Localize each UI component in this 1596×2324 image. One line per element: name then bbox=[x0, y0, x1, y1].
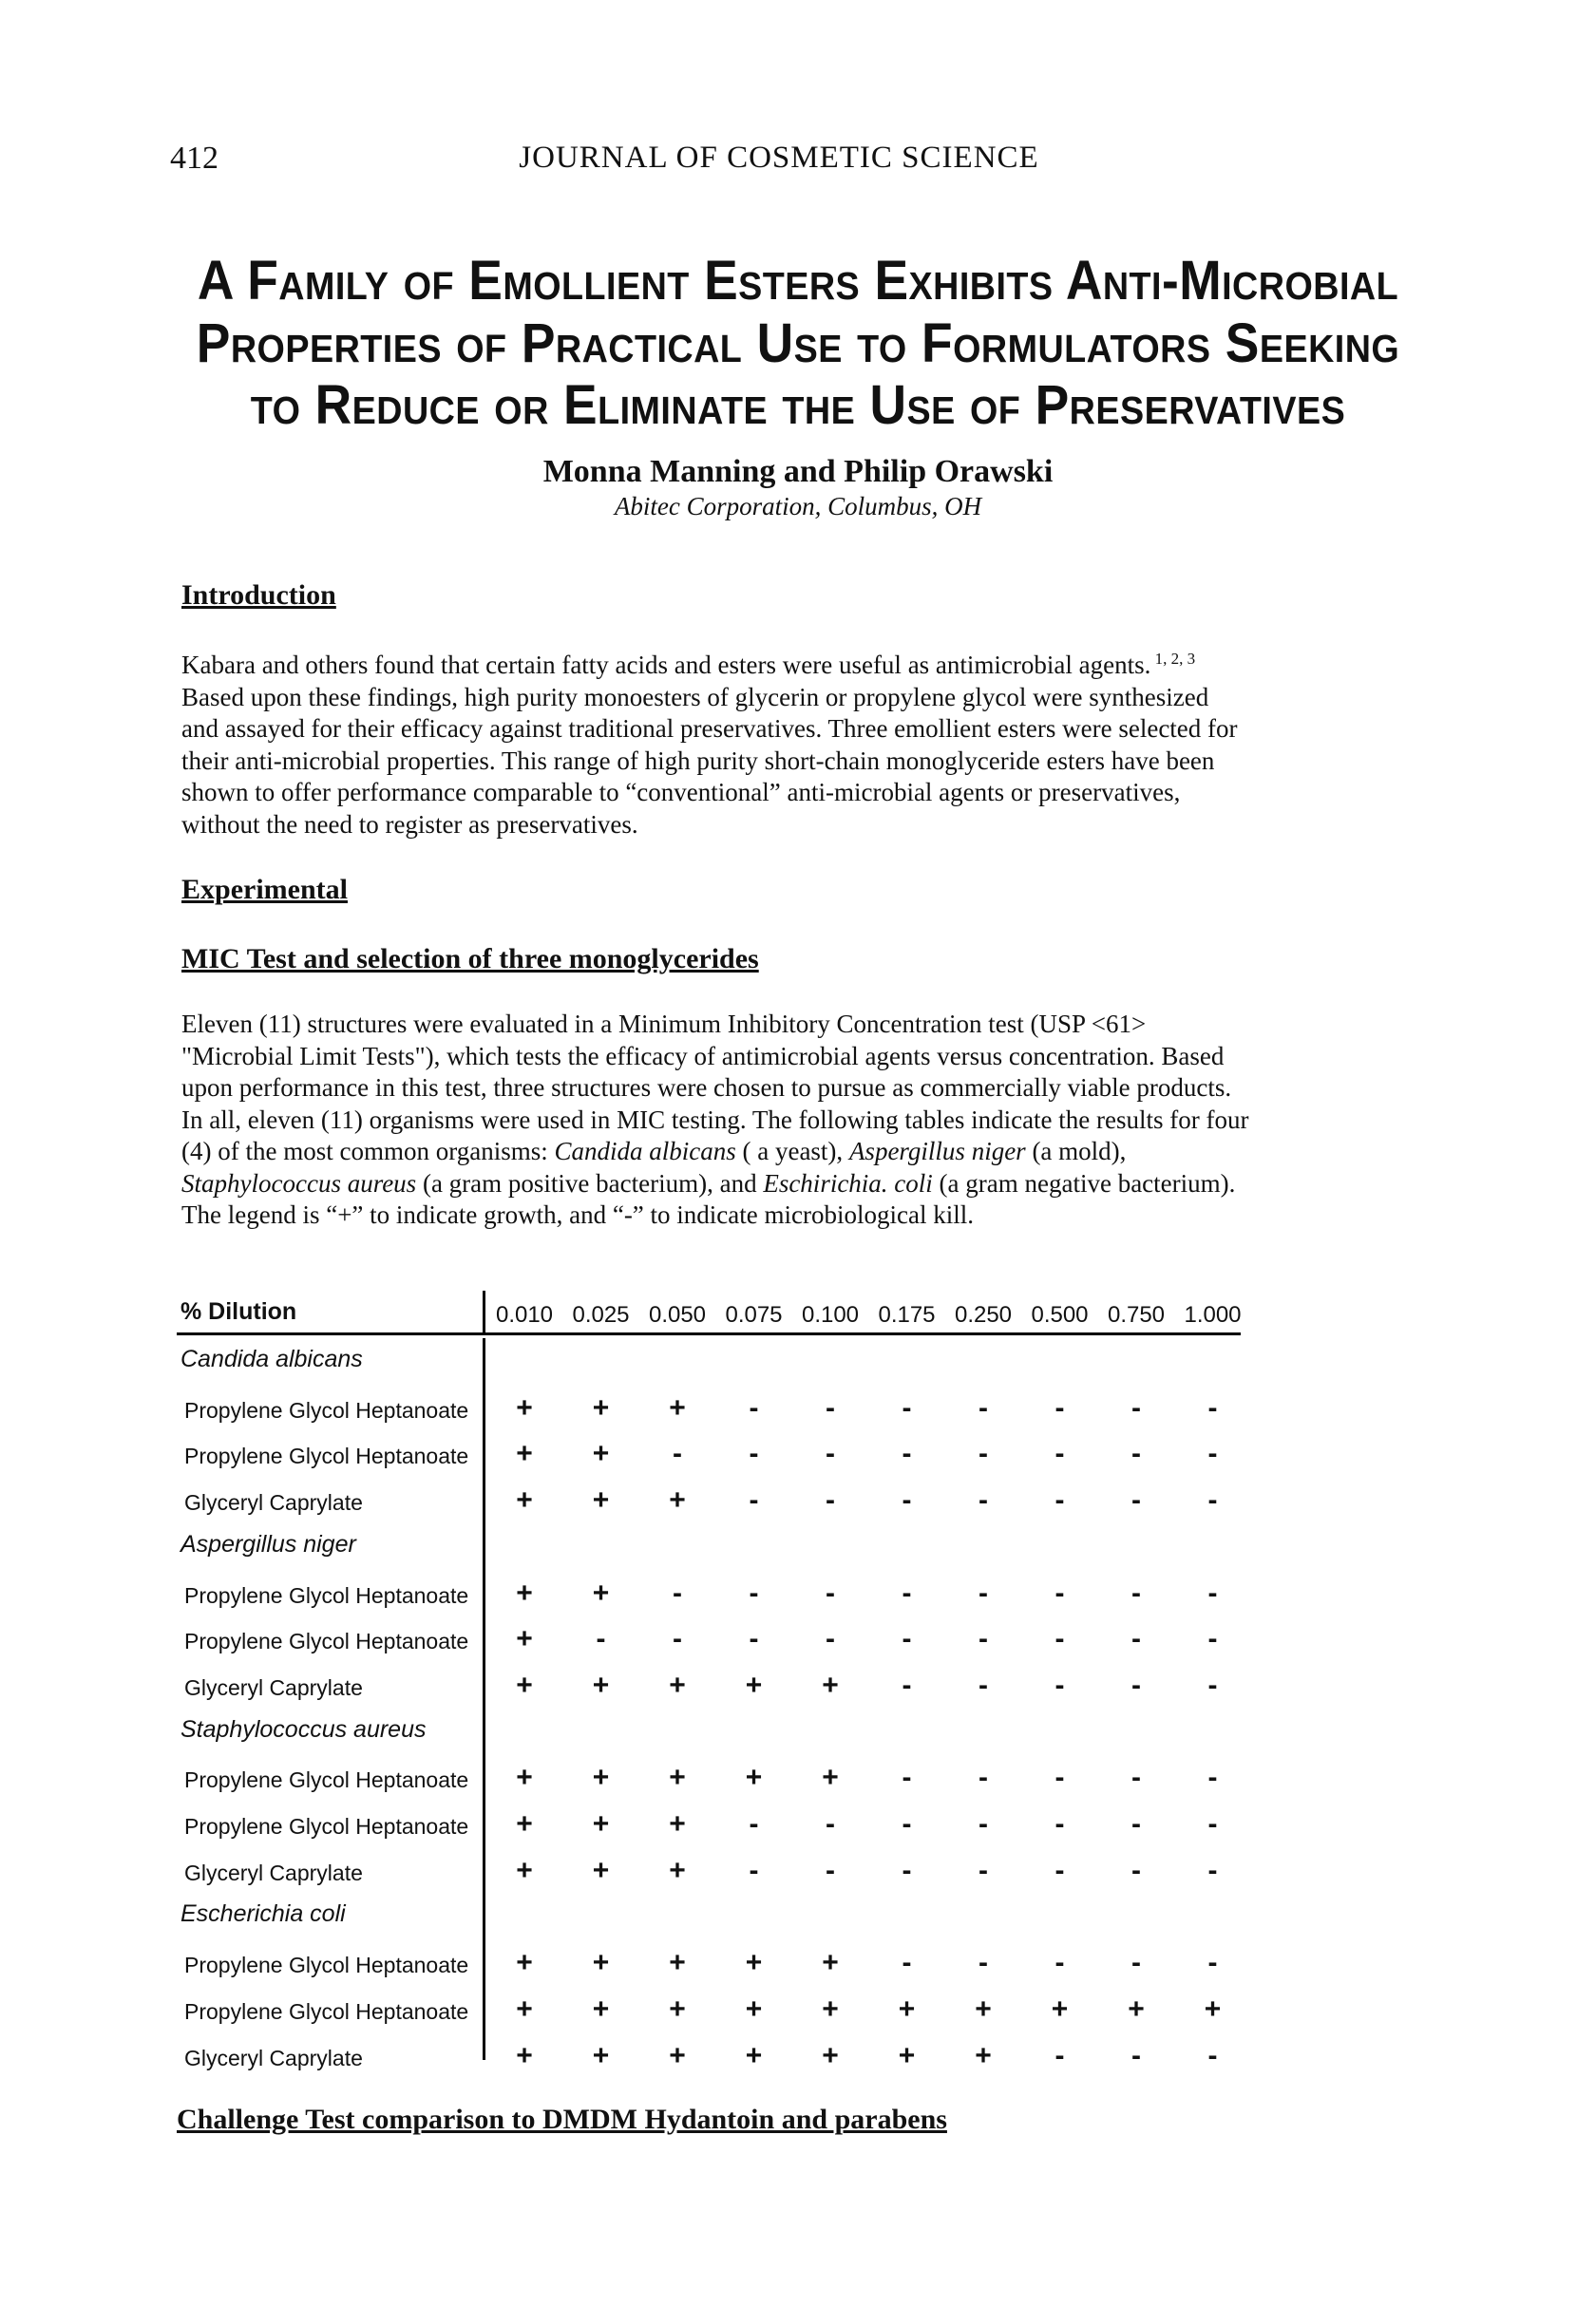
column-divider bbox=[483, 1338, 485, 2060]
challenge-test-heading: Challenge Test comparison to DMDM Hydantoin and parabens bbox=[177, 2104, 947, 2135]
affiliation: Abitec Corporation, Columbus, OH bbox=[614, 492, 982, 520]
compound-label: Propylene Glycol Heptanoate bbox=[184, 1767, 469, 1793]
journal-title: JOURNAL OF COSMETIC SCIENCE bbox=[519, 141, 1039, 175]
growth-mark: + bbox=[669, 1993, 686, 2025]
kill-mark: - bbox=[978, 1947, 988, 1979]
growth-mark: + bbox=[516, 1391, 533, 1424]
kill-mark: - bbox=[978, 1391, 988, 1424]
kill-mark: - bbox=[902, 1854, 912, 1886]
kill-mark: - bbox=[749, 1438, 759, 1470]
kill-mark: - bbox=[978, 1438, 988, 1470]
growth-mark: + bbox=[745, 1762, 763, 1794]
dilution-column-header: 0.250 bbox=[954, 1302, 1013, 1328]
compound-label: Glyceryl Caprylate bbox=[184, 1490, 363, 1516]
compound-label: Glyceryl Caprylate bbox=[184, 1674, 363, 1700]
growth-mark: + bbox=[516, 1438, 533, 1470]
kill-mark: - bbox=[1207, 1854, 1218, 1886]
kill-mark: - bbox=[1207, 1947, 1218, 1979]
kill-mark: - bbox=[978, 1577, 988, 1609]
kill-mark: - bbox=[1207, 1577, 1218, 1609]
dilution-column-header: 1.000 bbox=[1184, 1302, 1242, 1328]
kill-mark: - bbox=[749, 1623, 759, 1655]
growth-mark: + bbox=[1051, 1993, 1069, 2025]
kill-mark: - bbox=[1207, 1762, 1218, 1794]
growth-mark: + bbox=[592, 1484, 610, 1517]
growth-mark: + bbox=[592, 1438, 610, 1470]
kill-mark: - bbox=[902, 1762, 912, 1794]
growth-mark: + bbox=[592, 1808, 610, 1840]
growth-mark: + bbox=[592, 1947, 610, 1979]
introduction-heading: Introduction bbox=[181, 579, 336, 611]
kill-mark: - bbox=[826, 1484, 835, 1517]
kill-mark: - bbox=[1054, 1484, 1065, 1517]
kill-mark: - bbox=[826, 1391, 835, 1424]
growth-mark: + bbox=[822, 1947, 839, 1979]
kill-mark: - bbox=[749, 1391, 759, 1424]
growth-mark: + bbox=[822, 2039, 839, 2071]
text: (a mold), bbox=[1025, 1137, 1127, 1165]
dilution-column-header: 0.010 bbox=[495, 1302, 554, 1328]
kill-mark: - bbox=[1054, 1577, 1065, 1609]
kill-mark: - bbox=[978, 1854, 988, 1886]
article-title-line-2: Properties of Practical Use to Formulators Seeking bbox=[196, 312, 1400, 374]
growth-mark: + bbox=[822, 1762, 839, 1794]
organism-label: Candida albicans bbox=[180, 1346, 363, 1372]
reference-superscript bbox=[1150, 650, 1195, 668]
growth-mark: + bbox=[669, 1484, 686, 1517]
dilution-column-header: 0.750 bbox=[1107, 1302, 1166, 1328]
kill-mark: - bbox=[826, 1438, 835, 1470]
kill-mark: - bbox=[1131, 1484, 1141, 1517]
kill-mark: - bbox=[1131, 1623, 1141, 1655]
dilution-column-header: 0.050 bbox=[648, 1302, 707, 1328]
growth-mark: + bbox=[669, 1391, 686, 1424]
growth-mark: + bbox=[516, 1947, 533, 1979]
organism-name: Aspergillus niger bbox=[848, 1137, 1026, 1165]
kill-mark: - bbox=[749, 1577, 759, 1609]
growth-mark: + bbox=[516, 1993, 533, 2025]
column-divider bbox=[483, 1291, 485, 1334]
kill-mark: - bbox=[978, 1669, 988, 1701]
growth-mark: + bbox=[516, 1669, 533, 1701]
kill-mark: - bbox=[1131, 1577, 1141, 1609]
growth-mark: + bbox=[669, 1762, 686, 1794]
compound-label: Propylene Glycol Heptanoate bbox=[184, 1629, 469, 1654]
growth-mark: + bbox=[669, 1947, 686, 1979]
kill-mark: - bbox=[902, 1484, 912, 1517]
text: ( a yeast), bbox=[735, 1137, 849, 1165]
organism-name: Eschirichia. coli bbox=[763, 1168, 933, 1198]
organism-name: Candida albicans bbox=[554, 1137, 736, 1165]
kill-mark: - bbox=[1054, 2039, 1065, 2071]
kill-mark: - bbox=[902, 1947, 912, 1979]
reference-numbers: 1, 2, 3 bbox=[1154, 650, 1196, 668]
growth-mark: + bbox=[669, 1669, 686, 1701]
text: (a gram positive bacterium), and bbox=[416, 1168, 764, 1198]
kill-mark: - bbox=[1054, 1438, 1065, 1470]
growth-mark: + bbox=[669, 1808, 686, 1840]
dilution-column-header: 0.025 bbox=[572, 1302, 630, 1328]
growth-mark: + bbox=[975, 1993, 992, 2025]
kill-mark: - bbox=[673, 1438, 682, 1470]
dilution-column-header: 0.075 bbox=[725, 1302, 783, 1328]
kill-mark: - bbox=[1054, 1669, 1065, 1701]
kill-mark: - bbox=[902, 1808, 912, 1840]
kill-mark: - bbox=[978, 1808, 988, 1840]
kill-mark: - bbox=[1207, 2039, 1218, 2071]
growth-mark: + bbox=[592, 1762, 610, 1794]
kill-mark: - bbox=[1054, 1762, 1065, 1794]
kill-mark: - bbox=[1207, 1438, 1218, 1470]
page-number: 412 bbox=[170, 141, 218, 176]
dilution-column-header: 0.500 bbox=[1031, 1302, 1089, 1328]
kill-mark: - bbox=[826, 1623, 835, 1655]
kill-mark: - bbox=[1131, 1762, 1141, 1794]
growth-mark: + bbox=[516, 1623, 533, 1655]
growth-mark: + bbox=[1204, 1993, 1222, 2025]
growth-mark: + bbox=[592, 1577, 610, 1609]
growth-mark: + bbox=[669, 2039, 686, 2071]
article-title-line-3: to Reduce or Eliminate the Use of Preservatives bbox=[250, 374, 1346, 436]
growth-mark: + bbox=[745, 2039, 763, 2071]
kill-mark: - bbox=[1207, 1391, 1218, 1424]
growth-mark: + bbox=[592, 1993, 610, 2025]
kill-mark: - bbox=[1131, 1808, 1141, 1840]
intro-text: Kabara and others found that certain fatty acids and esters were useful as antimicrobial agents. bbox=[181, 651, 1151, 679]
kill-mark: - bbox=[1207, 1484, 1218, 1517]
growth-mark: + bbox=[898, 1993, 916, 2025]
introduction-paragraph bbox=[181, 650, 1250, 841]
growth-mark: + bbox=[516, 2039, 533, 2071]
article-title-line-1: A Family of Emollient Esters Exhibits Anti-Microbial bbox=[197, 250, 1399, 312]
kill-mark: - bbox=[1131, 1854, 1141, 1886]
growth-mark: + bbox=[516, 1577, 533, 1609]
kill-mark: - bbox=[902, 1391, 912, 1424]
kill-mark: - bbox=[596, 1623, 606, 1655]
table-header-row bbox=[177, 1296, 1241, 1335]
kill-mark: - bbox=[1131, 1391, 1141, 1424]
kill-mark: - bbox=[902, 1623, 912, 1655]
kill-mark: - bbox=[1054, 1623, 1065, 1655]
growth-mark: + bbox=[592, 1669, 610, 1701]
growth-mark: + bbox=[822, 1669, 839, 1701]
kill-mark: - bbox=[978, 1762, 988, 1794]
kill-mark: - bbox=[978, 1484, 988, 1517]
kill-mark: - bbox=[1054, 1854, 1065, 1886]
growth-mark: + bbox=[516, 1808, 533, 1840]
kill-mark: - bbox=[1207, 1669, 1218, 1701]
dilution-column-header: 0.100 bbox=[801, 1302, 860, 1328]
organism-label: Escherichia coli bbox=[180, 1900, 346, 1928]
growth-mark: + bbox=[822, 1993, 839, 2025]
kill-mark: - bbox=[902, 1438, 912, 1470]
compound-label: Glyceryl Caprylate bbox=[184, 1860, 363, 1885]
growth-mark: + bbox=[745, 1669, 763, 1701]
dilution-column-header: 0.175 bbox=[878, 1302, 936, 1328]
kill-mark: - bbox=[826, 1854, 835, 1886]
kill-mark: - bbox=[1131, 2039, 1141, 2071]
kill-mark: - bbox=[1054, 1808, 1065, 1840]
compound-label: Propylene Glycol Heptanoate bbox=[184, 1444, 469, 1469]
kill-mark: - bbox=[1054, 1391, 1065, 1424]
compound-label: Glyceryl Caprylate bbox=[184, 2045, 363, 2070]
compound-label: Propylene Glycol Heptanoate bbox=[184, 1998, 469, 2024]
kill-mark: - bbox=[1054, 1947, 1065, 1979]
growth-mark: + bbox=[1128, 1993, 1145, 2025]
compound-label: Propylene Glycol Heptanoate bbox=[184, 1814, 469, 1839]
kill-mark: - bbox=[749, 1484, 759, 1517]
growth-mark: + bbox=[669, 1854, 686, 1886]
kill-mark: - bbox=[1207, 1808, 1218, 1840]
kill-mark: - bbox=[673, 1577, 682, 1609]
kill-mark: - bbox=[826, 1808, 835, 1840]
kill-mark: - bbox=[902, 1577, 912, 1609]
growth-mark: + bbox=[516, 1484, 533, 1517]
growth-mark: + bbox=[516, 1854, 533, 1886]
growth-mark: + bbox=[745, 1947, 763, 1979]
organism-label: Aspergillus niger bbox=[180, 1530, 356, 1558]
kill-mark: - bbox=[749, 1854, 759, 1886]
kill-mark: - bbox=[978, 1623, 988, 1655]
kill-mark: - bbox=[673, 1623, 682, 1655]
compound-label: Propylene Glycol Heptanoate bbox=[184, 1397, 469, 1423]
text: Eleven (11) structures were evaluated in a Minimum Inhibitory Concentration test (USP <61> "Microbial Limit Tests"), which tests the efficacy of antimicrobial agents versus concentration. Based upon performance in this test, three structures were chosen to pursue as commercially viable products. In all, eleven (11) organisms were used in MIC testing. The following tables indicate the results for four (4) of the most common organisms: bbox=[181, 1010, 1249, 1165]
authors: Monna Manning and Philip Orawski bbox=[542, 454, 1054, 489]
growth-mark: + bbox=[745, 1993, 763, 2025]
growth-mark: + bbox=[592, 1854, 610, 1886]
mic-subheading: MIC Test and selection of three monoglycerides bbox=[181, 943, 759, 974]
compound-label: Propylene Glycol Heptanoate bbox=[184, 1953, 469, 1978]
growth-mark: + bbox=[592, 1391, 610, 1424]
organism-name: Staphylococcus aureus bbox=[181, 1168, 417, 1198]
intro-text-cont: Based upon these findings, high purity monoesters of glycerin or propylene glycol were synthesized and assayed for their efficacy against traditional preservatives. Three emollient esters were selected for their anti-microbial properties. This range of high purity short-chain monoglyceride esters have been shown to offer performance comparable to “conventional” anti-microbial agents or preservatives, without the need to register as preservatives. bbox=[181, 682, 1238, 839]
kill-mark: - bbox=[1207, 1623, 1218, 1655]
experimental-heading: Experimental bbox=[181, 874, 348, 905]
kill-mark: - bbox=[826, 1577, 835, 1609]
growth-mark: + bbox=[516, 1762, 533, 1794]
organism-label: Staphylococcus aureus bbox=[180, 1715, 427, 1743]
kill-mark: - bbox=[1131, 1947, 1141, 1979]
text: (a gram negative bacterium). The legend is “+” to indicate growth, and “-” to indicate microbiological kill. bbox=[181, 1168, 1236, 1229]
dilution-header-label: % Dilution bbox=[180, 1298, 297, 1325]
kill-mark: - bbox=[902, 1669, 912, 1701]
compound-label: Propylene Glycol Heptanoate bbox=[184, 1582, 469, 1608]
growth-mark: + bbox=[975, 2039, 992, 2071]
kill-mark: - bbox=[749, 1808, 759, 1840]
growth-mark: + bbox=[898, 2039, 916, 2071]
mic-paragraph bbox=[181, 1009, 1250, 1232]
growth-mark: + bbox=[592, 2039, 610, 2071]
kill-mark: - bbox=[1131, 1669, 1141, 1701]
mic-results-table bbox=[177, 1296, 1241, 2075]
kill-mark: - bbox=[1131, 1438, 1141, 1470]
